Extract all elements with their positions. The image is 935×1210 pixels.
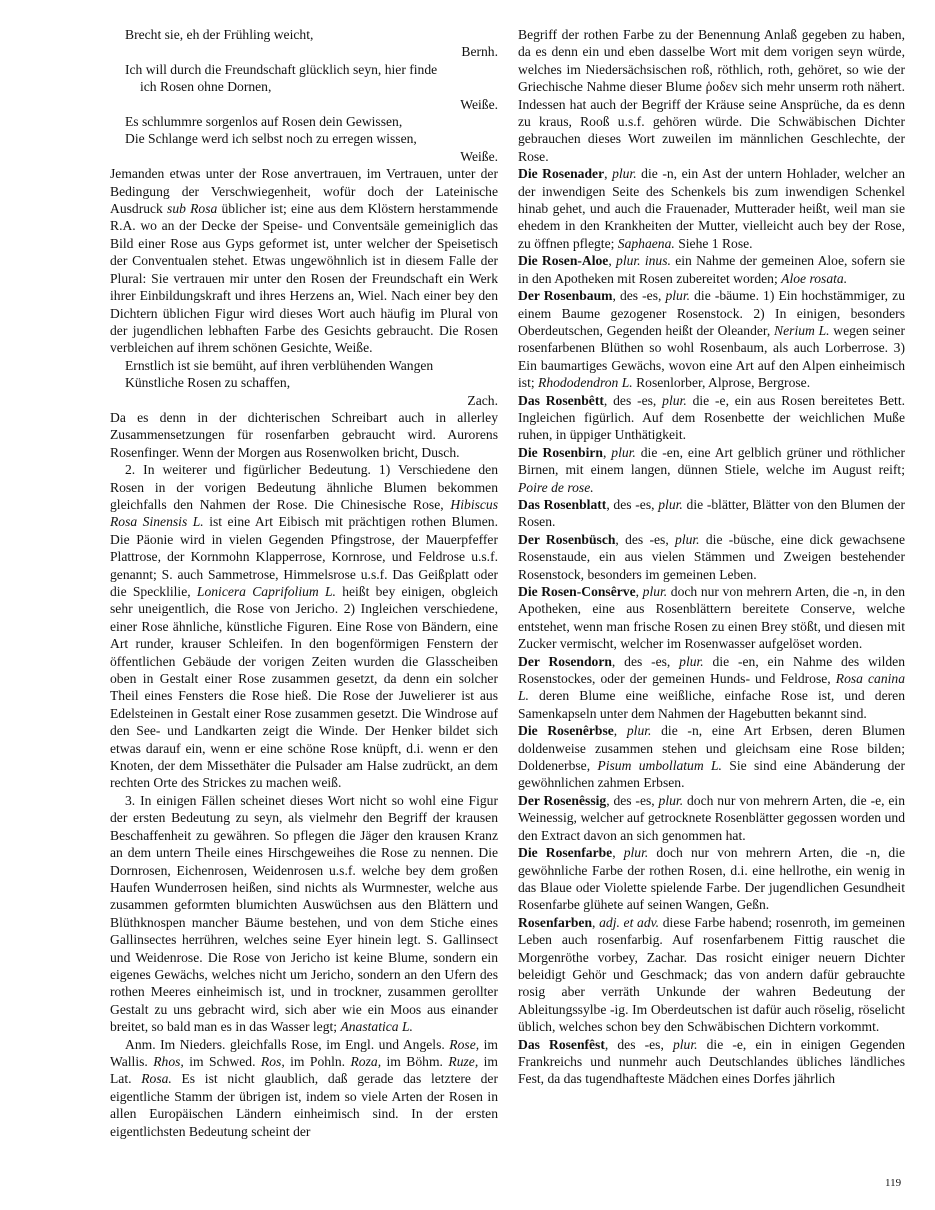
verse-line: Ich will durch die Freundschaft glücklich seyn, hier finde xyxy=(125,61,438,77)
left-column xyxy=(110,26,498,1140)
entry: Die Rosenbirn, plur. die -en, eine Art gelblich grüner und röthlicher Birnen, mit einem langen, dünnen Stiele, welche im August reift; Poire de rose. xyxy=(518,444,905,495)
verse-attribution: Weiße. xyxy=(460,148,498,164)
headword: Das Rosenfêst xyxy=(518,1036,605,1052)
verse-attribution: Bernh. xyxy=(461,44,498,60)
verse-line: Künstliche Rosen zu schaffen, xyxy=(125,375,291,391)
headword: Das Rosenblatt xyxy=(518,496,607,512)
entry: Die Rosen-Consêrve, plur. doch nur von mehrern Arten, die -n, in den Apotheken, eine aus Rosenblättern bereitete Conserve, welche entstehet, wenn man frische Rosen zu einen Brey stößt, und diesen mit Zucker vermischt, welcher im Rosenwasser aufgelöset worden. xyxy=(518,584,905,652)
headword: Rosenfarben xyxy=(518,914,593,930)
headword: Die Rosenader xyxy=(518,166,605,182)
headword: Der Rosenbaum xyxy=(518,288,613,304)
verse-attribution: Zach. xyxy=(467,392,498,408)
paragraph: 3. In einigen Fällen scheinet dieses Wort nicht so wohl eine Figur der ersten Bedeutung zu seyn, als vielmehr den Begriff der krausen Beschaffenheit zu gewähren. So pflegen die Jäger den krausen Kranz an dem untern Theile eines Hirschgeweihes die Rose zu nennen. Die Dornrosen, Eichenrosen, Weidenrosen u.s.f. welche bey dem großen Haufen Wunderrosen heißen, sind nichts als Wurmnester, welche aus zusammen geformten blumichten Auswüchsen aus den Blättern und Blüthknospen mancher Bäume bestehen, und von dem Stiche eines Gallinsectes herrühren, welches seine Eyer hinein legt. S. Gallinsect und Weidenrose. Die Rose von Jericho ist keine Blume, sondern ein eigenes Gewächs, welches nicht um Jericho, sondern an den Ufern des rothen Meeres einheimisch ist, und in trockner, zusammen gerollter Gestalt zu uns gebracht wird, sich aber wie ein Moos aus einander breitet, so bald man es in das Wasser legt; Anastatica L. xyxy=(110,792,498,1035)
verse-attribution: Weiße. xyxy=(460,96,498,112)
verse-line: Es schlummre sorgenlos auf Rosen dein Gewissen, xyxy=(125,114,403,130)
entry: Die Rosenader, plur. die -n, ein Ast der untern Hohlader, welcher an der inwendigen Seite des Schenkels bis zum inwendigen Schenkel hinab gehet, und auch die Frauenader, Mutterader heißt, weil man sie ehedem in den Krankheiten der Mutter, vielleicht auch bey der Rose, zu öffnen pflegte; Saphaena. Siehe 1 Rose. xyxy=(518,166,906,251)
entry: Das Rosenfêst, des -es, plur. die -e, ein in einigen Gegenden Frankreichs und nunmehr auch Deutschlandes übliches ländliches Fest, da das tugendhafteste Mädchen eines Dorfes jährlich xyxy=(518,1036,905,1087)
headword: Der Rosendorn xyxy=(518,653,612,669)
entry: Der Rosenbaum, des -es, plur. die -bäume. 1) Ein hochstämmiger, zu einem Baume gezogener Rosenstock. 2) In einigen, besonders Oberdeutschen, Gegenden heißt der Oleander, Nerium L. wegen seiner rosenfarbenen Blüthen so wohl Rosenbaum, als auch Lorberrose. 3) Ein baumartiges Gewächs, wovon eine Art auf den Alpen einheimisch ist; Rhododendron L. Rosenlorber, Alprose, Bergrose. xyxy=(518,288,906,391)
page-number: 119 xyxy=(885,1177,902,1189)
verse-line: Brecht sie, eh der Frühling weicht, xyxy=(125,27,314,42)
verse-line: ich Rosen ohne Dornen, xyxy=(140,79,272,95)
entry: Der Rosenbüsch, des -es, plur. die -büsche, eine dick gewachsene Rosenstaude, ein aus vielen Stämmen und Zweigen bestehender Rosenstock, besonders im gemeinen Leben. xyxy=(518,531,905,582)
entry: Die Rosenêrbse, plur. die -n, eine Art Erbsen, deren Blumen doldenweise zusammen stehen und gleichsam eine Rose bilden; Doldenerbse, Pisum umbollatum L. Sie sind eine Abänderung der gewöhnlichen zahmen Erbsen. xyxy=(518,723,905,791)
headword: Der Rosenêssig xyxy=(518,792,607,808)
entry: Das Rosenblatt, des -es, plur. die -blätter, Blätter von den Blumen der Rosen. xyxy=(518,496,905,530)
headword: Die Rosenbirn xyxy=(518,444,603,460)
headword: Die Rosenêrbse xyxy=(518,723,614,739)
headword: Der Rosenbüsch xyxy=(518,531,616,547)
entry: Rosenfarben, adj. et adv. diese Farbe habend; rosenroth, im gemeinen Leben auch rosenfarbig. Auf rosenfarbenem Fittig rauschet die Morgenröthe vorbey, Zachar. Das rosicht einiger neuern Dichter beleidigt Gehör und Geschmack; das von andern dafür gebrauchte rosig aber verräth Unkunde der wahren Bedeutung der Ableitungssylbe -ig. Im Oberdeutschen ist dafür auch röselig, röselicht üblich, welches schon bey den Schwäbischen Dichtern vorkommt. xyxy=(518,914,905,1035)
entry: Das Rosenbêtt, des -es, plur. die -e, ein aus Rosen bereitetes Bett. Ingleichen figürlich. Auf dem Rosenbette der weichlichen Muße ruhen, in üppiger Unthätigkeit. xyxy=(518,392,905,443)
headword: Die Rosen-Aloe xyxy=(518,253,609,269)
headword: Die Rosen-Consêrve xyxy=(518,584,636,599)
verse-line: Die Schlange werd ich selbst noch zu erregen wissen, xyxy=(125,131,417,147)
headword: Das Rosenbêtt xyxy=(518,392,604,408)
paragraph: Jemanden etwas unter der Rose anvertrauen, im Vertrauen, unter der Bedingung der Verschwiegenheit, wofür doch der Lateinische Ausdruck sub Rosa üblicher ist; eine aus dem Klöstern herstammende R.A. wo an der Decke der Speise- und Conventsäle gemeiniglich das Bild einer Rose aus Gyps geformet ist, unter welcher der Speisetisch der Conventualen stehet. Etwas ungewöhnlich ist in diesem Falle der Plural: Sie vertrauen mir unter den Rosen der Freundschaft ein Werk ihrer Einbildungskraft und ihres Herzens an, Wiel. Nach einer bey den Dichtern üblichen Figur wird dieses Wort auch häufig im Plural von der jugendlichen lebhaften Farbe des Gesichts gebraucht. Die Rosen verbleichen auf ihrem schönen Gesichte, Weiße. xyxy=(110,166,498,356)
paragraph: Begriff der rothen Farbe zu der Benennung Anlaß gegeben zu haben, da es denn ein und eben dasselbe Wort mit dem vorigen seyn würde, welches im Niedersächsischen roß, röthlich, roth, gehöret, so wie der Griechische Nahme dieser Blume ῥοδεν sich mehr unserm roth nähert. Indessen hat auch der Begriff der Kräuse seine Ansprüche, da es denn zu kraus, Rooß u.s.f. gehören würde. Die Schwäbischen Dichter gebrauchen dieses Wort zuweilen im männlichen Geschlechte, der Rose. xyxy=(518,27,905,164)
headword: Die Rosenfarbe xyxy=(518,845,613,861)
paragraph: Anm. Im Nieders. gleichfalls Rose, im Engl. und Angels. Rose, im Wallis. Rhos, im Schwed. Ros, im Pohln. Roza, im Böhm. Ruze, im Lat. Rosa. Es ist nicht glaublich, daß gerade das letztere der eigentliche Stamm der übrigen ist, indem so viele Arten der Rosen in allen Europäischen Ländern einheimisch sind. In der ersten eigentlichsten Bedeutung scheint der xyxy=(110,1036,499,1139)
entry: Der Rosendorn, des -es, plur. die -en, ein Nahme des wilden Rosenstockes, oder der gemeinen Hunds- und Feldrose, Rosa canina L. deren Blume eine weißliche, einfache Rose ist, und deren Samenkapseln unter dem Nahmen der Hagebutten bekannt sind. xyxy=(518,653,906,721)
entry: Die Rosenfarbe, plur. doch nur von mehrern Arten, die -n, die gewöhnliche Farbe der rothen Rosen, d.i. eine hellrothe, ein wenig in das Blaue oder Violette spielende Farbe. Der jugendlichen Gesundheit Rosenfarbe glühete auf seinen Wangen, Geßn. xyxy=(518,845,906,913)
right-column xyxy=(518,26,905,1088)
entry: Der Rosenêssig, des -es, plur. doch nur von mehrern Arten, die -e, ein Weinessig, welcher auf getrocknete Rosenblätter gegossen worden und den Extract davon an sich genommen hat. xyxy=(518,792,905,843)
entry: Die Rosen-Aloe, plur. inus. ein Nahme der gemeinen Aloe, sofern sie in den Apotheken mit Rosen zubereitet worden; Aloe rosata. xyxy=(518,253,906,286)
paragraph: Da es denn in der dichterischen Schreibart auch in allerley Zusammensetzungen für rosenfarben gebraucht wird. Aurorens Rosenfinger. Wenn der Morgen aus Rosenwolken bricht, Dusch. xyxy=(110,409,498,460)
verse-line: Ernstlich ist sie bemüht, auf ihren verblühenden Wangen xyxy=(125,357,434,373)
paragraph: 2. In weiterer und figürlicher Bedeutung. 1) Verschiedene den Rosen in der vorigen Bedeutung ähnliche Blumen bekommen gleichfalls den Nahmen der Rose. Die Chinesische Rose, Hibiscus Rosa Sinensis L. ist eine Art Eibisch mit prächtigen rothen Blumen. Die Päonie wird in vielen Gegenden Pfingstrose, der Mauerpfeffer Plattrose, der Kornmohn Klapperrose, Kornrose, und Feldrose u.s.f. genannt; S. auch Sammetrose, Himmelsrose u.s.f. Das Geißplatt oder die Specklilie, Lonicera Caprifolium L. heißt bey einigen, obgleich sehr uneigentlich, die Rose von Jericho. 2) Ingleichen verschiedene, einer Rose ähnliche, künstliche Figuren. Eine Rose von Bändern, eine Art runder, krauser Schleifen. In den bogenförmigen Fenstern der öffentlichen Gebäude der vorigen Zeiten wurden die Glasscheiben oben in Gestalt einer Rose zusammen gesetzt, da denn ein solcher Theil eines Fensters die Rose hieß. Die Rose der Juwelierer ist aus Edelsteinen in Gestalt einer Rose zusammen gesetzt. Die Windrose auf den See- und Landkarten zeigt die Winde. Der Henker bildet sich etwas darauf ein, wenn er eine schöne Rose knüpft, d.i. wenn er den Knoten, der dem Missethäter die Pulsader am Halse zudrückt, an dem rechten Orte des Strickes zu machen weiß. xyxy=(110,462,499,791)
